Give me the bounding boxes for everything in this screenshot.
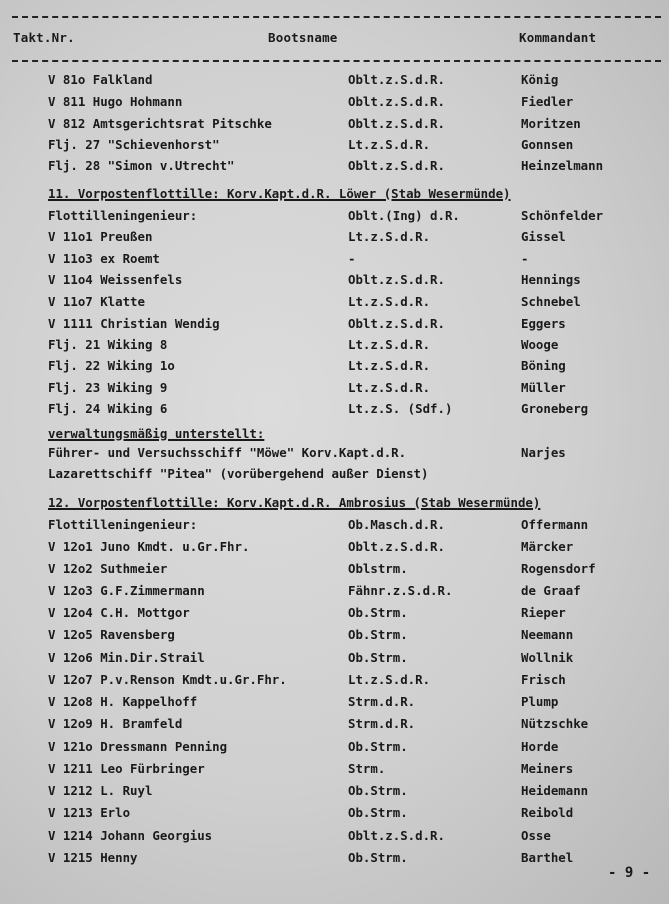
section-heading-row [0, 495, 669, 515]
commander-cell: Gonnsen [521, 137, 574, 152]
table-row [0, 783, 669, 803]
rank-cell: Lt.z.S.d.R. [348, 137, 431, 152]
boat-cell: V 12o2 Suthmeier [48, 561, 168, 576]
boat-cell: V 12o7 P.v.Renson Kmdt.u.Gr.Fhr. [48, 672, 287, 687]
table-row [0, 828, 669, 848]
rank-cell: Lt.z.S.d.R. [348, 294, 431, 309]
table-row [0, 850, 669, 870]
commander-cell: Eggers [521, 316, 566, 331]
note-text: Lazarettschiff "Pitea" (vorübergehend außer Dienst) [48, 466, 429, 481]
rank-cell: Lt.z.S.d.R. [348, 337, 431, 352]
commander-cell: - [521, 251, 529, 266]
rank-cell: Fähnr.z.S.d.R. [348, 583, 453, 598]
rank-cell: Lt.z.S. (Sdf.) [348, 401, 453, 416]
table-row [0, 583, 669, 603]
boat-cell: Flj. 21 Wiking 8 [48, 337, 168, 352]
commander-cell: Märcker [521, 539, 574, 554]
rank-cell: Oblt.z.S.d.R. [348, 94, 445, 109]
commander-cell: Plump [521, 694, 559, 709]
table-row [0, 445, 669, 465]
commander-cell: Frisch [521, 672, 566, 687]
table-row [0, 294, 669, 314]
rank-cell: Ob.Strm. [348, 850, 408, 865]
commander-cell: Rieper [521, 605, 566, 620]
commander-cell: Müller [521, 380, 566, 395]
commander-cell: Reibold [521, 805, 574, 820]
column-header-takt-nr: Takt.Nr. [13, 30, 75, 45]
boat-cell: V 12o6 Min.Dir.Strail [48, 650, 205, 665]
section-heading-row [0, 426, 669, 446]
commander-cell: König [521, 72, 559, 87]
boat-cell: Flottilleningenieur: [48, 517, 198, 532]
rank-cell: Oblt.z.S.d.R. [348, 316, 445, 331]
header-rule [12, 60, 661, 62]
rank-cell: Ob.Strm. [348, 605, 408, 620]
rank-cell: Strm.d.R. [348, 694, 416, 709]
table-row [0, 716, 669, 736]
boat-cell: V 12o9 H. Bramfeld [48, 716, 183, 731]
boat-cell: Flj. 22 Wiking 1o [48, 358, 175, 373]
rank-cell: Ob.Strm. [348, 650, 408, 665]
commander-cell: Offermann [521, 517, 589, 532]
commander-cell: Horde [521, 739, 559, 754]
rank-cell: Oblt.z.S.d.R. [348, 72, 445, 87]
table-row [0, 627, 669, 647]
rank-cell: Ob.Strm. [348, 739, 408, 754]
commander-cell: Wollnik [521, 650, 574, 665]
rank-cell: Oblt.(Ing) d.R. [348, 208, 460, 223]
rank-cell: Ob.Strm. [348, 783, 408, 798]
boat-cell: Flj. 28 "Simon v.Utrecht" [48, 158, 235, 173]
table-row [0, 337, 669, 357]
top-rule [12, 16, 661, 18]
table-row [0, 561, 669, 581]
boat-cell: Flj. 27 "Schievenhorst" [48, 137, 220, 152]
rank-cell: Oblstrm. [348, 561, 408, 576]
rank-cell: Oblt.z.S.d.R. [348, 828, 445, 843]
commander-cell: Groneberg [521, 401, 589, 416]
table-row [0, 761, 669, 781]
boat-cell: V 121o Dressmann Penning [48, 739, 228, 754]
table-row [0, 272, 669, 292]
section-heading: 11. Vorpostenflottille: Korv.Kapt.d.R. Löwer (Stab Wesermünde) [48, 186, 511, 201]
table-row [0, 380, 669, 400]
table-row [0, 605, 669, 625]
rank-cell: Lt.z.S.d.R. [348, 380, 431, 395]
table-row [0, 251, 669, 271]
note-row [0, 466, 669, 486]
table-row [0, 116, 669, 136]
commander-cell: Osse [521, 828, 551, 843]
boat-cell: V 1214 Johann Georgius [48, 828, 213, 843]
boat-cell: V 1212 L. Ruyl [48, 783, 153, 798]
table-row [0, 158, 669, 178]
commander-cell: Schnebel [521, 294, 581, 309]
table-row [0, 358, 669, 378]
table-row [0, 672, 669, 692]
boat-cell: V 1211 Leo Fürbringer [48, 761, 205, 776]
boat-cell: V 11o3 ex Roemt [48, 251, 160, 266]
rank-cell: Lt.z.S.d.R. [348, 358, 431, 373]
boat-cell: V 11o1 Preußen [48, 229, 153, 244]
commander-cell: Heidemann [521, 783, 589, 798]
commander-cell: Schönfelder [521, 208, 604, 223]
commander-cell: Wooge [521, 337, 559, 352]
table-row [0, 137, 669, 157]
boat-cell: V 812 Amtsgerichtsrat Pitschke [48, 116, 272, 131]
rank-cell: Lt.z.S.d.R. [348, 229, 431, 244]
page-number: - 9 - [608, 865, 651, 881]
rank-cell: Ob.Strm. [348, 805, 408, 820]
table-row [0, 517, 669, 537]
commander-cell: Fiedler [521, 94, 574, 109]
section-heading-row [0, 186, 669, 206]
boat-cell: V 811 Hugo Hohmann [48, 94, 183, 109]
table-row [0, 208, 669, 228]
table-row [0, 694, 669, 714]
boat-cell: V 12o8 H. Kappelhoff [48, 694, 198, 709]
table-row [0, 401, 669, 421]
rank-cell: Ob.Masch.d.R. [348, 517, 445, 532]
commander-cell: Moritzen [521, 116, 581, 131]
commander-cell: Hennings [521, 272, 581, 287]
table-row [0, 229, 669, 249]
boat-cell: V 11o4 Weissenfels [48, 272, 183, 287]
table-row [0, 650, 669, 670]
boat-cell: V 1213 Erlo [48, 805, 131, 820]
rank-cell: Strm.d.R. [348, 716, 416, 731]
commander-cell: Barthel [521, 850, 574, 865]
commander-cell: Narjes [521, 445, 566, 460]
section-heading: 12. Vorpostenflottille: Korv.Kapt.d.R. Ambrosius (Stab Wesermünde) [48, 495, 541, 510]
commander-cell: Rogensdorf [521, 561, 596, 576]
boat-cell: V 12o5 Ravensberg [48, 627, 175, 642]
boat-cell: V 12o4 C.H. Mottgor [48, 605, 190, 620]
boat-cell: Flj. 24 Wiking 6 [48, 401, 168, 416]
boat-cell: V 12o1 Juno Kmdt. u.Gr.Fhr. [48, 539, 250, 554]
boat-cell: Flottilleningenieur: [48, 208, 198, 223]
rank-cell: Ob.Strm. [348, 627, 408, 642]
boat-cell: Führer- und Versuchsschiff "Möwe" Korv.Kapt.d.R. [48, 445, 407, 460]
rank-cell: Oblt.z.S.d.R. [348, 272, 445, 287]
table-row [0, 94, 669, 114]
commander-cell: Nützschke [521, 716, 589, 731]
table-row [0, 316, 669, 336]
rank-cell: Oblt.z.S.d.R. [348, 116, 445, 131]
rank-cell: Lt.z.S.d.R. [348, 672, 431, 687]
rank-cell: Oblt.z.S.d.R. [348, 539, 445, 554]
boat-cell: V 81o Falkland [48, 72, 153, 87]
commander-cell: Neemann [521, 627, 574, 642]
table-row [0, 539, 669, 559]
boat-cell: V 1215 Henny [48, 850, 138, 865]
table-row [0, 739, 669, 759]
rank-cell: Strm. [348, 761, 386, 776]
commander-cell: Heinzelmann [521, 158, 604, 173]
commander-cell: de Graaf [521, 583, 581, 598]
column-header-kommandant: Kommandant [519, 30, 597, 45]
rank-cell: Oblt.z.S.d.R. [348, 158, 445, 173]
rank-cell: - [348, 251, 356, 266]
boat-cell: V 12o3 G.F.Zimmermann [48, 583, 205, 598]
commander-cell: Böning [521, 358, 566, 373]
section-heading: verwaltungsmäßig unterstellt: [48, 426, 265, 441]
commander-cell: Meiners [521, 761, 574, 776]
boat-cell: V 1111 Christian Wendig [48, 316, 220, 331]
boat-cell: Flj. 23 Wiking 9 [48, 380, 168, 395]
boat-cell: V 11o7 Klatte [48, 294, 145, 309]
commander-cell: Gissel [521, 229, 566, 244]
column-header-bootsname: Bootsname [268, 30, 338, 45]
table-row [0, 72, 669, 92]
table-row [0, 805, 669, 825]
